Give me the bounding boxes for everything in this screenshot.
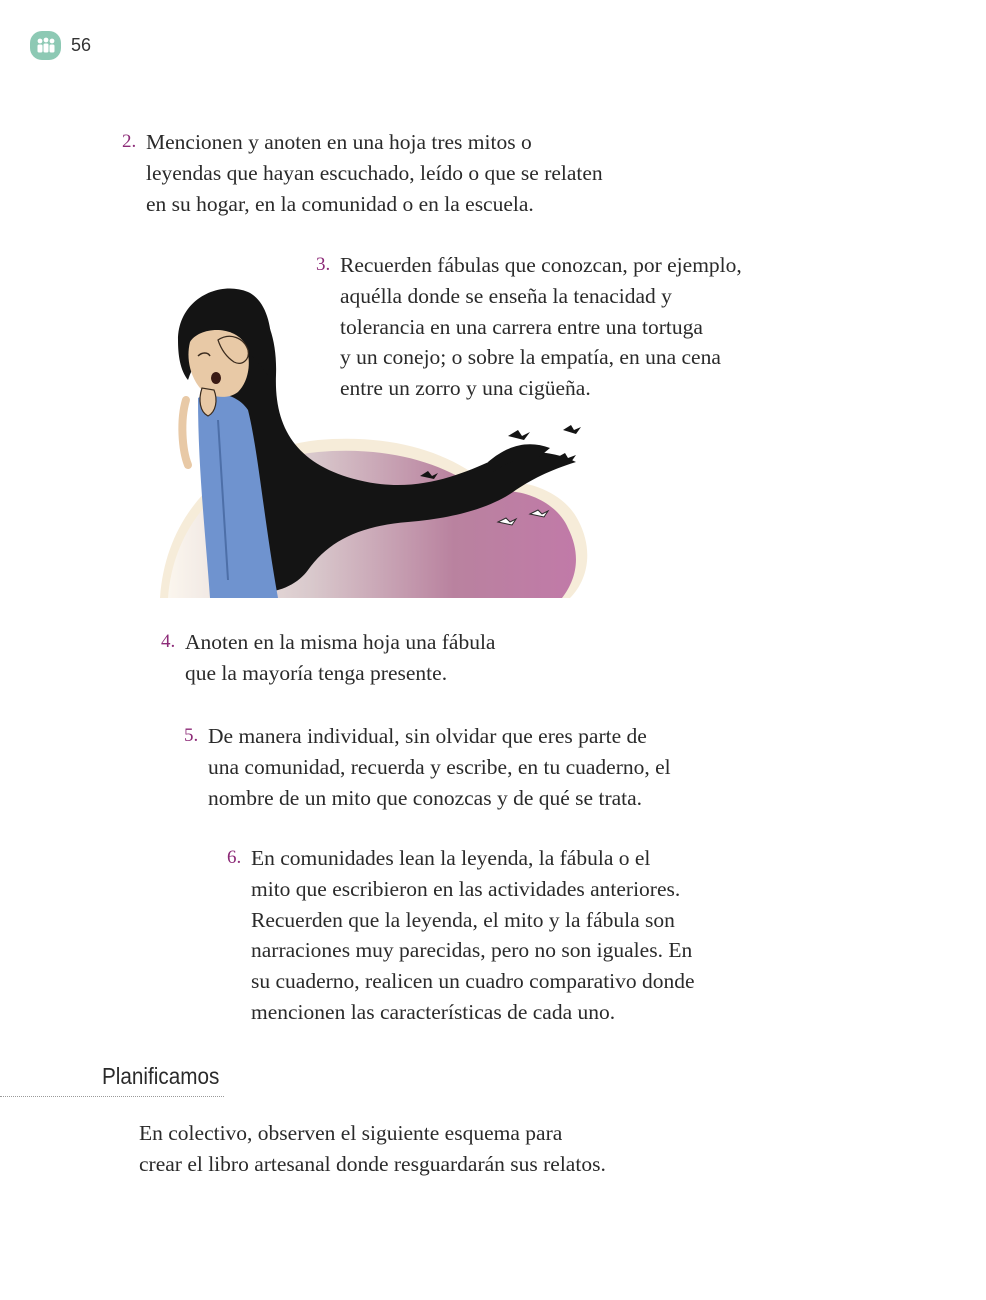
item-text xyxy=(208,721,671,813)
text-line: nombre de un mito que conozcas y de qué se trata. xyxy=(208,785,643,810)
text-line: mito que escribieron en las actividades anteriores. xyxy=(251,876,681,901)
text-line: una comunidad, recuerda y escribe, en tu cuaderno, el xyxy=(208,754,671,779)
text-line: leyendas que hayan escuchado, leído o que se relaten xyxy=(146,160,603,185)
text-line: Anoten en la misma hoja una fábula xyxy=(185,630,496,654)
text-line: su cuaderno, realicen un cuadro comparativo donde xyxy=(251,969,695,994)
text-line: mencionen las características de cada uno. xyxy=(251,999,616,1024)
item-text xyxy=(251,843,695,1028)
section-title: Planificamos xyxy=(102,1063,220,1089)
item-number: 2. xyxy=(122,131,137,152)
text-line: En colectivo, observen el siguiente esquema para xyxy=(139,1121,563,1145)
item-number: 5. xyxy=(184,725,199,746)
crying-woman-illustration xyxy=(158,280,598,605)
text-line: Recuerden que la leyenda, el mito y la fábula son xyxy=(251,907,675,932)
item-number: 4. xyxy=(161,631,176,652)
text-line: que la mayoría tenga presente. xyxy=(185,660,448,685)
section-paragraph xyxy=(139,1118,606,1180)
item-number: 6. xyxy=(227,847,242,868)
item-text xyxy=(146,127,603,219)
community-icon xyxy=(30,31,61,60)
text-line: entre un zorro y una cigüeña. xyxy=(340,376,591,401)
text-line: Recuerden fábulas que conozcan, por ejemplo, xyxy=(340,253,742,277)
text-line: y un conejo; o sobre la empatía, en una cena xyxy=(340,345,721,370)
section-divider xyxy=(0,1096,224,1097)
text-line: Mencionen y anoten en una hoja tres mitos o xyxy=(146,130,532,154)
text-line: En comunidades lean la leyenda, la fábula o el xyxy=(251,846,651,870)
text-line: De manera individual, sin olvidar que eres parte de xyxy=(208,724,647,748)
text-line: aquélla donde se enseña la tenacidad y xyxy=(340,283,672,308)
page-header xyxy=(30,31,91,60)
text-line: narraciones muy parecidas, pero no son iguales. En xyxy=(251,938,693,963)
item-number: 3. xyxy=(316,254,331,275)
text-line: crear el libro artesanal donde resguardarán sus relatos. xyxy=(139,1151,606,1176)
text-line: en su hogar, en la comunidad o en la escuela. xyxy=(146,191,534,216)
page-number: 56 xyxy=(71,35,92,55)
item-text xyxy=(185,627,495,689)
text-line: tolerancia en una carrera entre una tortuga xyxy=(340,314,703,339)
